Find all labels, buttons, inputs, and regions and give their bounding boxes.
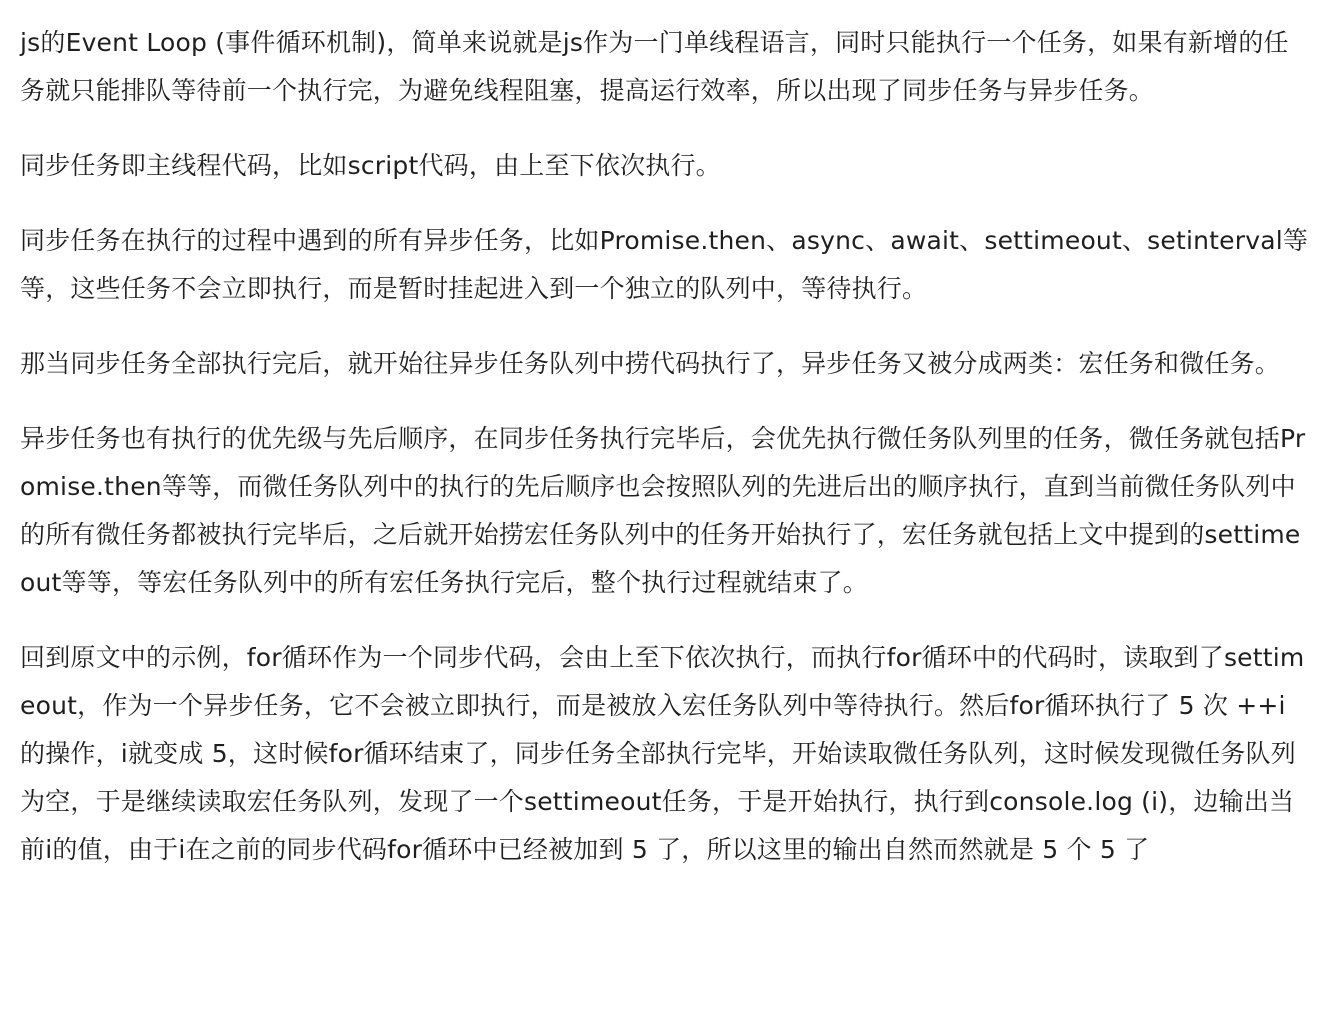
paragraph-task-priority: 异步任务也有执行的优先级与先后顺序，在同步任务执行完毕后，会优先执行微任务队列里的任务，微任务就包括Promise.then等等，而微任务队列中的执行的先后顺序也会按照队列的先进后出的顺序执行，直到当前微任务队列中的所有微任务都被执行完毕后，之后就开始捞宏任务队列中的任务开始执行了，宏任务就包括上文中提到的settimeout等等，等宏任务队列中的所有宏任务执行完后，整个执行过程就结束了。 <box>20 424 1306 597</box>
paragraph-event-loop-intro: js的Event Loop (事件循环机制)，简单来说就是js作为一门单线程语言，同时只能执行一个任务，如果有新增的任务就只能排队等待前一个执行完，为避免线程阻塞，提高运行效率，所以出现了同步任务与异步任务。 <box>20 28 1289 105</box>
paragraph-example-explanation: 回到原文中的示例，for循环作为一个同步代码，会由上至下依次执行，而执行for循环中的代码时，读取到了settimeout，作为一个异步任务，它不会被立即执行，而是被放入宏任务队列中等待执行。然后for循环执行了 5 次 ++i的操作，i就变成 5，这时候for循环结束了，同步任务全部执行完毕，开始读取微任务队列，这时候发现微任务队列为空，于是继续读取宏任务队列，发现了一个settimeout任务，于是开始执行，执行到console.log (i)，边输出当前i的值，由于i在之前的同步代码for循环中已经被加到 5 了，所以这里的输出自然而然就是 5 个 5 了 <box>20 643 1305 864</box>
article-body <box>20 19 1310 874</box>
paragraph-task-types: 那当同步任务全部执行完后，就开始往异步任务队列中捞代码执行了，异步任务又被分成两类：宏任务和微任务。 <box>20 349 1281 378</box>
paragraph-sync-tasks: 同步任务即主线程代码，比如script代码，由上至下依次执行。 <box>20 151 721 180</box>
paragraph-async-tasks: 同步任务在执行的过程中遇到的所有异步任务，比如Promise.then、async、await、settimeout、setinterval等等，这些任务不会立即执行，而是暂时挂起进入到一个独立的队列中，等待执行。 <box>20 226 1309 303</box>
